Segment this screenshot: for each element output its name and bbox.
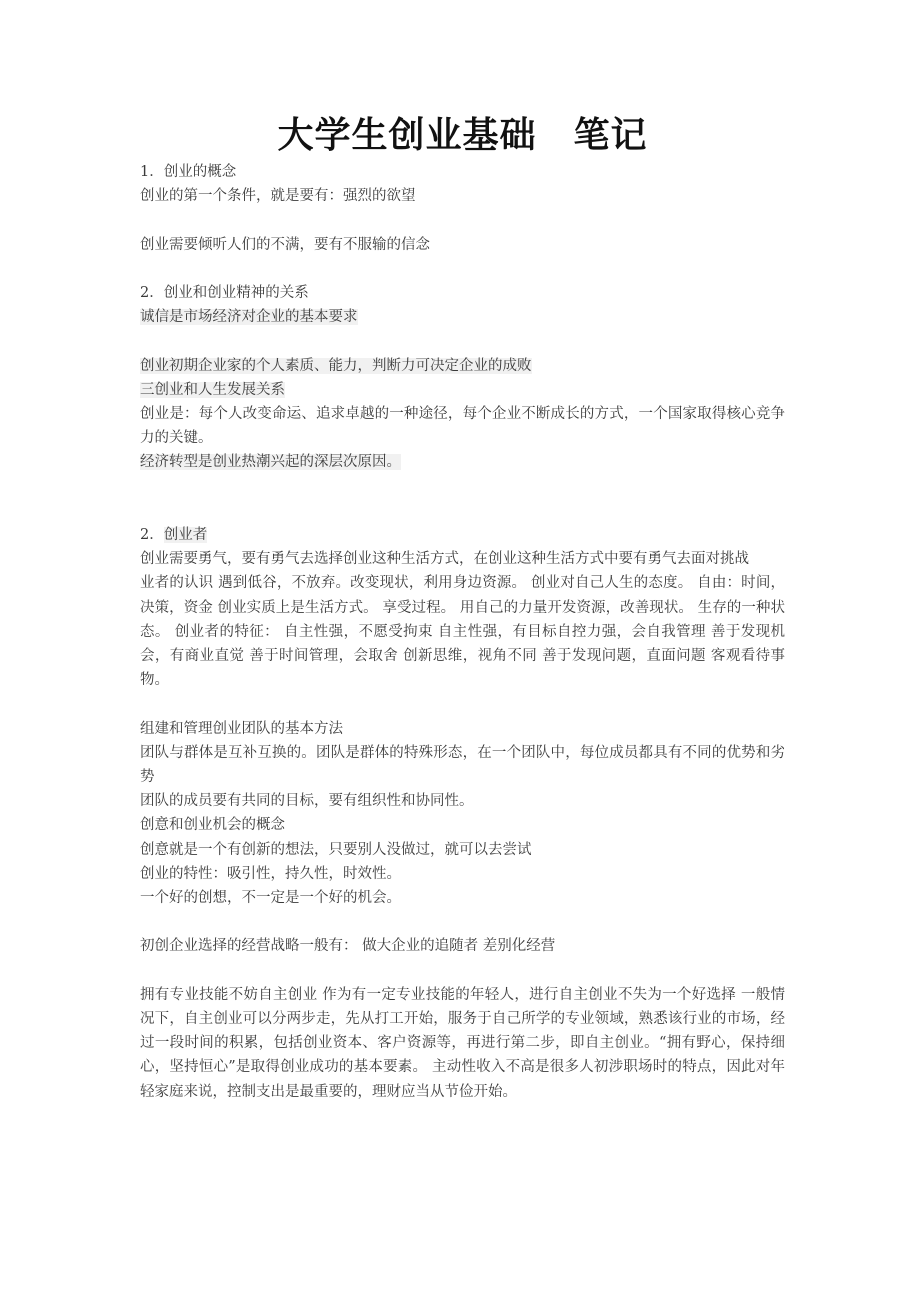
blank-line	[140, 329, 785, 353]
highlighted-text: 三创业和人生发展关系	[140, 381, 285, 398]
section-heading-spirit: 2．创业和创业精神的关系	[140, 284, 309, 301]
paragraph	[140, 378, 785, 402]
paragraph	[140, 305, 785, 329]
paragraph: 创业的第一个条件，就是要有：强烈的欲望	[140, 188, 416, 205]
blank-line	[140, 692, 785, 716]
blank-line	[140, 257, 785, 281]
paragraph: 创意就是一个有创新的想法，只要别人没做过，就可以去尝试	[140, 841, 532, 858]
paragraph: 创业需要倾听人们的不满，要有不服输的信念	[140, 236, 430, 253]
blank-line	[140, 959, 785, 983]
highlighted-text: 经济转型是创业热潮兴起的深层次原因。	[140, 454, 401, 471]
paragraph	[140, 450, 785, 474]
blank-lines	[140, 475, 785, 523]
paragraph: 业者的认识 遇到低谷，不放弃。改变现状，利用身边资源。 创业对自己人生的态度。 自由：时间，决策，资金 创业实质上是生活方式。 享受过程。 用自己的力量开发资源，改善现状。 生存的一种状态。 创业者的特征： 自主性强，不愿受拘束 自主性强，有目标自控力强，会自我管理 善于发现机会，有商业直觉 善于时间管理，会取舍 创新思维，视角不同 善于发现问题，直面问题 客观看待事物。	[140, 575, 785, 689]
document-title: 大学生创业基础 笔记	[277, 115, 648, 156]
blank-line	[140, 208, 785, 232]
section-heading-concept: 1．创业的概念	[140, 164, 237, 180]
paragraph: 创意和创业机会的概念	[140, 817, 285, 834]
section-heading-entrepreneur	[140, 523, 785, 547]
highlighted-text: 创业初期企业家的个人素质、能力，判断力可决定企业的成败	[140, 357, 532, 374]
heading-number: 2．	[140, 526, 164, 543]
paragraph: 拥有专业技能不妨自主创业 作为有一定专业技能的年轻人，进行自主创业不失为一个好选择 一般情况下，自主创业可以分两步走，先从打工开始，服务于自己所学的专业领域，熟悉该行业的市场，经过一段时间的积累，包括创业资本、客户资源等，再进行第二步，即自主创业。“拥有野心，保持细心，坚持恒心”是取得创业成功的基本要素。 主动性收入不高是很多人初涉职场时的特点，因此对年轻家庭来说，控制支出是最重要的，理财应当从节俭开始。	[140, 986, 785, 1100]
document-body	[140, 160, 785, 1104]
paragraph: 创业需要勇气，要有勇气去选择创业这种生活方式，在创业这种生活方式中要有勇气去面对挑战	[140, 551, 749, 568]
paragraph: 一个好的创想，不一定是一个好的机会。	[140, 890, 401, 907]
paragraph: 团队的成员要有共同的目标，要有组织性和协同性。	[140, 793, 474, 810]
section-heading-team: 组建和管理创业团队的基本方法	[140, 720, 343, 737]
document-page	[140, 112, 785, 1104]
paragraph: 创业的特性：吸引性，持久性，时效性。	[140, 865, 401, 882]
paragraph: 团队与群体是互补互换的。团队是群体的特殊形态，在一个团队中，每位成员都具有不同的优势和劣势	[140, 744, 785, 785]
highlighted-text: 创业者	[163, 526, 208, 543]
blank-line	[140, 910, 785, 934]
paragraph: 初创企业选择的经营战略一般有： 做大企业的追随者 差别化经营	[140, 938, 556, 955]
paragraph	[140, 354, 785, 378]
paragraph: 创业是：每个人改变命运、追求卓越的一种途径，每个企业不断成长的方式，一个国家取得核心竞争力的关键。	[140, 405, 785, 447]
highlighted-text: 诚信是市场经济对企业的基本要求	[140, 309, 358, 326]
